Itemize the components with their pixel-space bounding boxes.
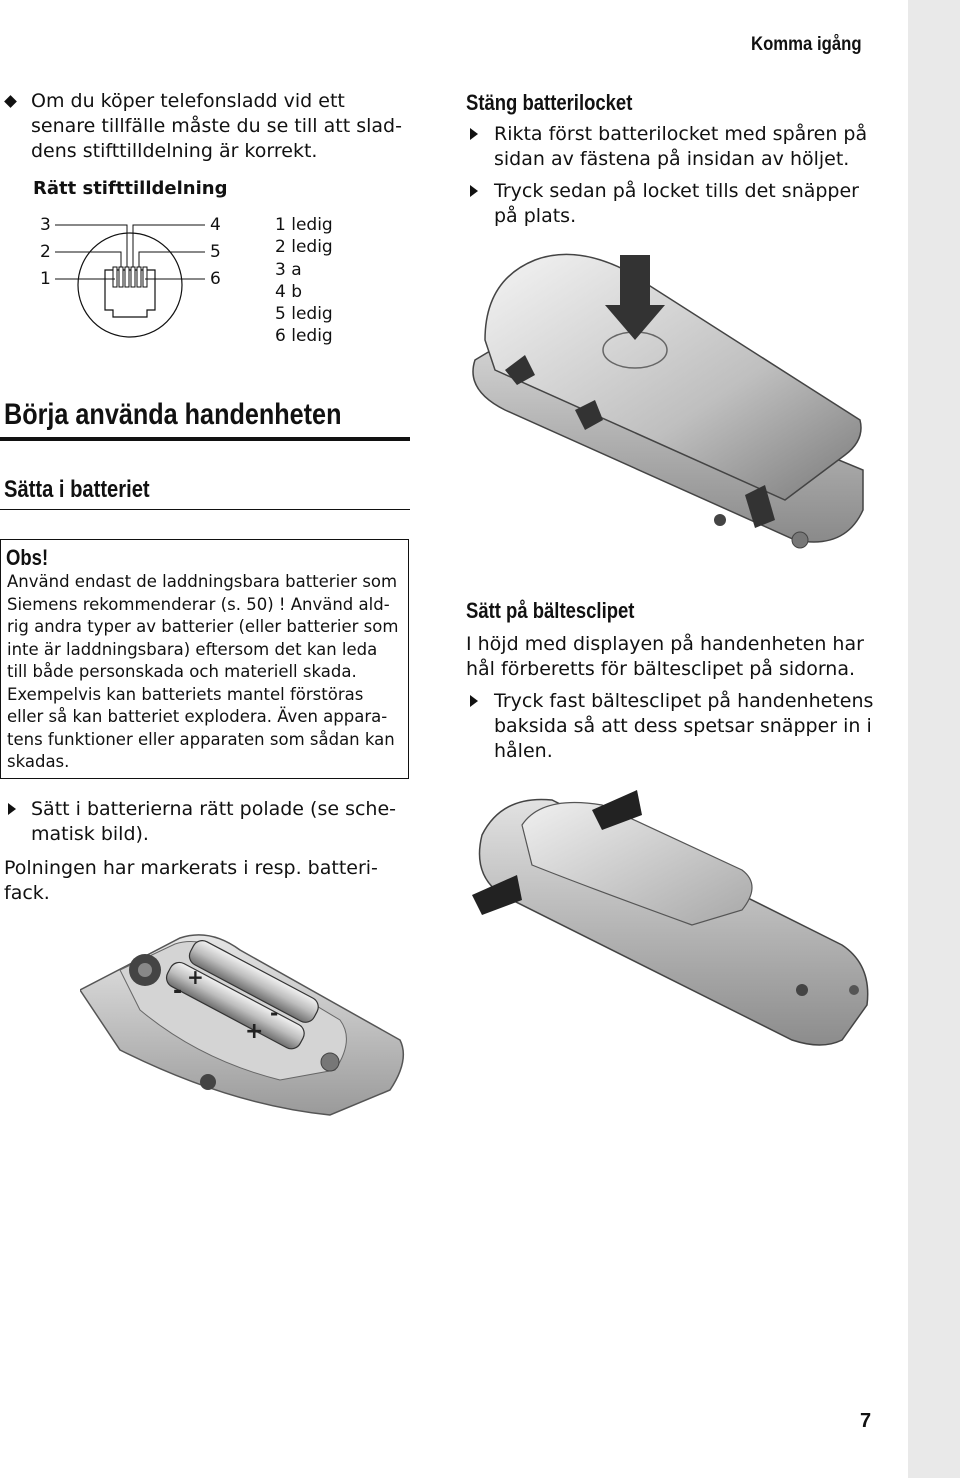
close-step2-line-2: på plats. — [494, 205, 577, 227]
close-cover-title: Stäng batterilocket — [466, 90, 633, 115]
step-arrow-icon — [470, 185, 478, 197]
battery-minus-sign-2: - — [270, 1001, 279, 1025]
step-arrow-icon — [470, 128, 478, 140]
pin-diagram-title: Rätt stifttilldelning — [33, 178, 228, 199]
notice-line: Exempelvis kan batteriets mantel förstöras — [7, 684, 364, 704]
phone-jack-diagram — [55, 215, 205, 345]
notice-line: till både personskada och materiell skada. — [7, 662, 357, 681]
pin-legend-item: 4 b — [275, 281, 303, 302]
pin-number-right-2: 5 — [210, 242, 221, 262]
belt-clip-intro-line-1: I höjd med displayen på handenheten har — [466, 633, 864, 655]
pin-legend-item: 1 ledig — [275, 215, 333, 235]
notice-line: skadas. — [7, 752, 70, 771]
side-strip — [908, 0, 960, 1478]
notice-line: rig andra typer av batterier (eller batterier som — [7, 617, 399, 636]
battery-compartment-illustration — [80, 930, 410, 1120]
close-step2-line-1: Tryck sedan på locket tills det snäpper — [494, 180, 859, 202]
section-title: Börja använda handenheten — [4, 398, 342, 431]
belt-clip-step-line-2: baksida så att dess spetsar snäpper in i — [494, 715, 872, 737]
battery-plus-sign-2: + — [245, 1019, 264, 1044]
pin-number-left-3: 1 — [40, 269, 51, 289]
belt-clip-title: Sätt på bältesclipet — [466, 598, 635, 623]
subsection-rule — [0, 509, 410, 510]
belt-clip-illustration — [462, 775, 872, 1055]
notice-text — [7, 571, 398, 774]
notice-line: tens funktioner eller apparaten som sådan kan — [7, 729, 395, 749]
close-step1-line-2: sidan av fästena på insidan av höljet. — [494, 148, 850, 170]
pin-legend-item: 6 ledig — [275, 326, 333, 347]
pin-legend-item: 5 ledig — [275, 304, 333, 325]
notice-line: inte är laddningsbara) eftersom det kan leda — [7, 639, 378, 659]
battery-cover-illustration — [465, 240, 865, 560]
battery-minus-sign-1: - — [173, 979, 183, 1004]
polarity-note-line-1: Polningen har markerats i resp. batteri- — [4, 857, 378, 879]
battery-plus-sign-1: + — [187, 965, 204, 989]
step-arrow-icon — [8, 803, 16, 815]
cord-bullet-line-1: Om du köper telefonsladd vid ett — [31, 90, 345, 112]
insert-step-line-1: Sätt i batterierna rätt polade (se sche- — [31, 798, 396, 820]
step-arrow-icon — [470, 695, 478, 707]
pin-number-right-3: 6 — [210, 269, 221, 289]
notice-title: Obs! — [6, 545, 49, 570]
pin-number-right-1: 4 — [210, 215, 221, 235]
page-number: 7 — [860, 1410, 872, 1432]
pin-legend — [275, 214, 333, 348]
notice-line: Använd endast de laddningsbara batterier som — [7, 572, 398, 591]
cord-bullet-line-2: senare tillfälle måste du se till att slad- — [31, 115, 402, 137]
diamond-bullet-icon — [4, 95, 17, 108]
notice-line: Siemens rekommenderar (s. 50) ! Använd ald- — [7, 594, 390, 614]
section-rule — [0, 437, 410, 441]
pin-number-left-1: 3 — [40, 215, 51, 235]
close-step1-line-1: Rikta först batterilocket med spåren på — [494, 123, 868, 145]
belt-clip-step-line-1: Tryck fast bältesclipet på handenhetens — [494, 690, 874, 712]
pin-number-left-2: 2 — [40, 242, 51, 262]
header-title: Komma igång — [751, 34, 862, 55]
polarity-note-line-2: fack. — [4, 882, 50, 904]
belt-clip-intro-line-2: hål förberetts för bältesclipet på sidorna. — [466, 658, 856, 680]
pin-legend-item: 2 ledig — [275, 237, 333, 258]
pin-legend-item: 3 a — [275, 259, 302, 280]
cord-bullet-line-3: dens stifttilldelning är korrekt. — [31, 140, 318, 162]
notice-line: eller så kan batteriet explodera. Även appara- — [7, 707, 388, 726]
insert-step-line-2: matisk bild). — [31, 823, 149, 845]
subsection-title: Sätta i batteriet — [4, 476, 150, 503]
belt-clip-step-line-3: hålen. — [494, 740, 553, 762]
